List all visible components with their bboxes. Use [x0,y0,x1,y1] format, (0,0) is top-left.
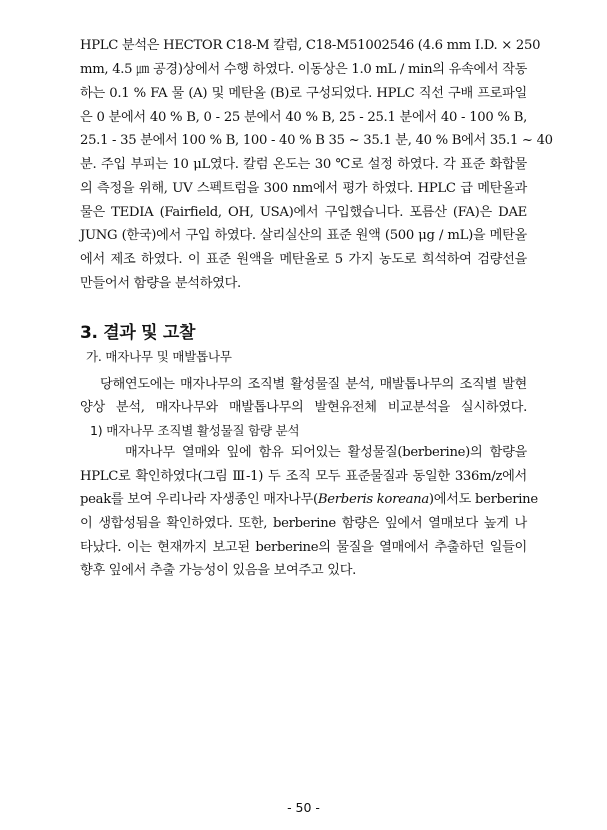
text-segment: peak를 보여 우리나라 자생종인 매자나무( [80,492,318,507]
text-line: 만들어서 함량을 분석하였다. [80,276,241,291]
text-line: 분. 주입 부피는 10 μL였다. 칼럼 온도는 30 ℃로 설정 하였다. 각 표준 화합물 [80,157,527,172]
text-line: 매자나무 열매와 잎에 함유 되어있는 활성물질(berberine)의 함량을 [125,445,527,460]
page-number: - 50 - [287,800,320,815]
text-line: HPLC 분석은 HECTOR C18-M 칼럼, C18-M51002546 (4.6 mm I.D. × 250 [80,38,541,53]
text-segment: )에서도 berberine [428,492,538,507]
text-line: 의 측정을 위해, UV 스펙트럼을 300 nm에서 평가 하였다. HPLC 급 메탄올과 [80,181,527,196]
text-line [80,491,538,509]
section-heading: 3. 결과 및 고찰 [80,323,196,343]
text-line: mm, 4.5 ㎛ 공경)상에서 수행 하였다. 이동상은 1.0 mL / min의 유속에서 작동 [80,62,528,77]
text-line: JUNG (한국)에서 구입 하였다. 살리실산의 표준 원액 (500 μg / mL)을 메탄올 [80,228,527,243]
subsection-heading: 1) 매자나무 조직별 활성물질 함량 분석 [90,423,300,438]
text-part [80,491,318,509]
text-line: 하는 0.1 % FA 물 (A) 및 메탄올 (B)로 구성되었다. HPLC 직선 구배 프로파일 [80,86,527,101]
text-line: 향후 잎에서 추출 가능성이 있음을 보여주고 있다. [80,563,357,578]
text-line: 에서 제조 하였다. 이 표준 원액을 메탄올로 5 가지 농도로 희석하여 검량선을 [80,252,527,267]
subsection-heading: 가. 매자나무 및 매발톱나무 [86,349,232,364]
text-line: 타났다. 이는 현재까지 보고된 berberine의 물질을 열매에서 추출하던 일들이 [80,540,527,555]
text-line: 25.1 - 35 분에서 100 % B, 100 - 40 % B 35 ~ 35.1 분, 40 % B에서 35.1 ~ 40 [80,133,553,148]
text-line: 은 0 분에서 40 % B, 0 - 25 분에서 40 % B, 25 - 25.1 분에서 40 - 100 % B, [80,110,527,125]
text-line: HPLC로 확인하였다(그림 Ⅲ-1) 두 조직 모두 표준물질과 동일한 336m/z에서 [80,469,527,484]
text-line: 당해연도에는 매자나무의 조직별 활성물질 분석, 매발톱나무의 조직별 발현 [100,377,527,392]
text-line: 이 생합성됨을 확인하였다. 또한, berberine 함량은 잎에서 열매보다 높게 나 [80,516,527,531]
text-line: 물은 TEDIA (Fairfield, OH, USA)에서 구입했습니다. 포름산 (FA)은 DAE [80,205,527,220]
species-name: Berberis koreana [317,492,429,507]
text-line: 양상 분석, 매자나무와 매발톱나무의 발현유전체 비교분석을 실시하였다. [80,400,527,415]
